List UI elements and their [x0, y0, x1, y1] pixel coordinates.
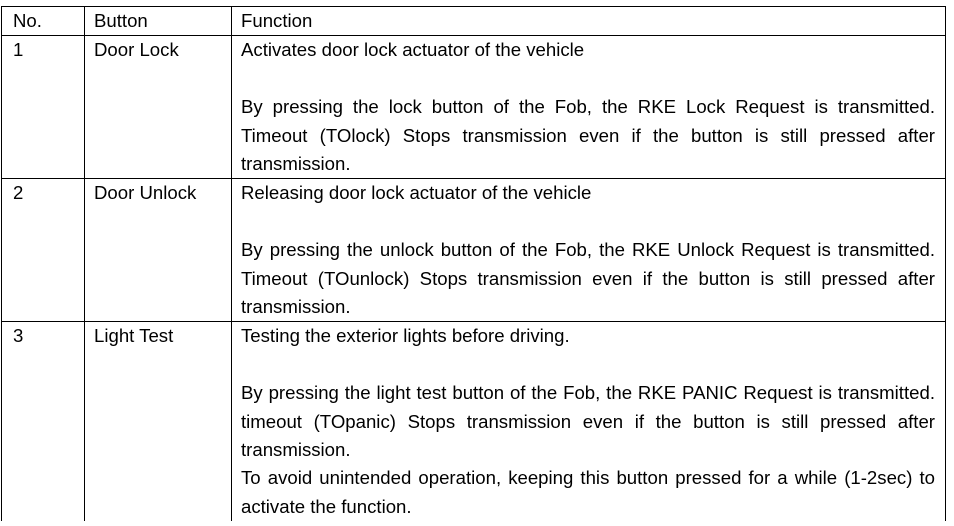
row-function [232, 36, 946, 179]
row-button-name: Light Test [85, 322, 232, 521]
table-row [2, 322, 946, 521]
table-row [2, 179, 946, 322]
table-header-row [2, 7, 946, 36]
row-button-name: Door Lock [85, 36, 232, 179]
row-number: 3 [2, 322, 85, 521]
function-summary: Testing the exterior lights before driving. [241, 325, 570, 347]
row-number: 2 [2, 179, 85, 322]
row-function [232, 179, 946, 322]
row-function [232, 322, 946, 521]
function-detail: By pressing the lock button of the Fob, the RKE Lock Request is transmitted. Timeout (TOlock) Stops transmission even if the button is still pressed after transmission. [241, 96, 935, 175]
row-number: 1 [2, 36, 85, 179]
row-button-name: Door Unlock [85, 179, 232, 322]
table-row [2, 36, 946, 179]
function-note: To avoid unintended operation, keeping this button pressed for a while (1-2sec) to activate the function. [241, 467, 935, 517]
header-button: Button [85, 7, 232, 36]
function-detail: By pressing the light test button of the Fob, the RKE PANIC Request is transmitted. timeout (TOpanic) Stops transmission even if the button is still pressed after transmission. [241, 382, 935, 461]
function-summary: Releasing door lock actuator of the vehicle [241, 182, 592, 204]
function-detail: By pressing the unlock button of the Fob, the RKE Unlock Request is transmitted. Timeout (TOunlock) Stops transmission even if the button is still pressed after transmission. [241, 239, 935, 318]
header-no: No. [2, 7, 85, 36]
button-function-table [1, 6, 946, 521]
header-function: Function [232, 7, 946, 36]
function-summary: Activates door lock actuator of the vehicle [241, 39, 585, 61]
